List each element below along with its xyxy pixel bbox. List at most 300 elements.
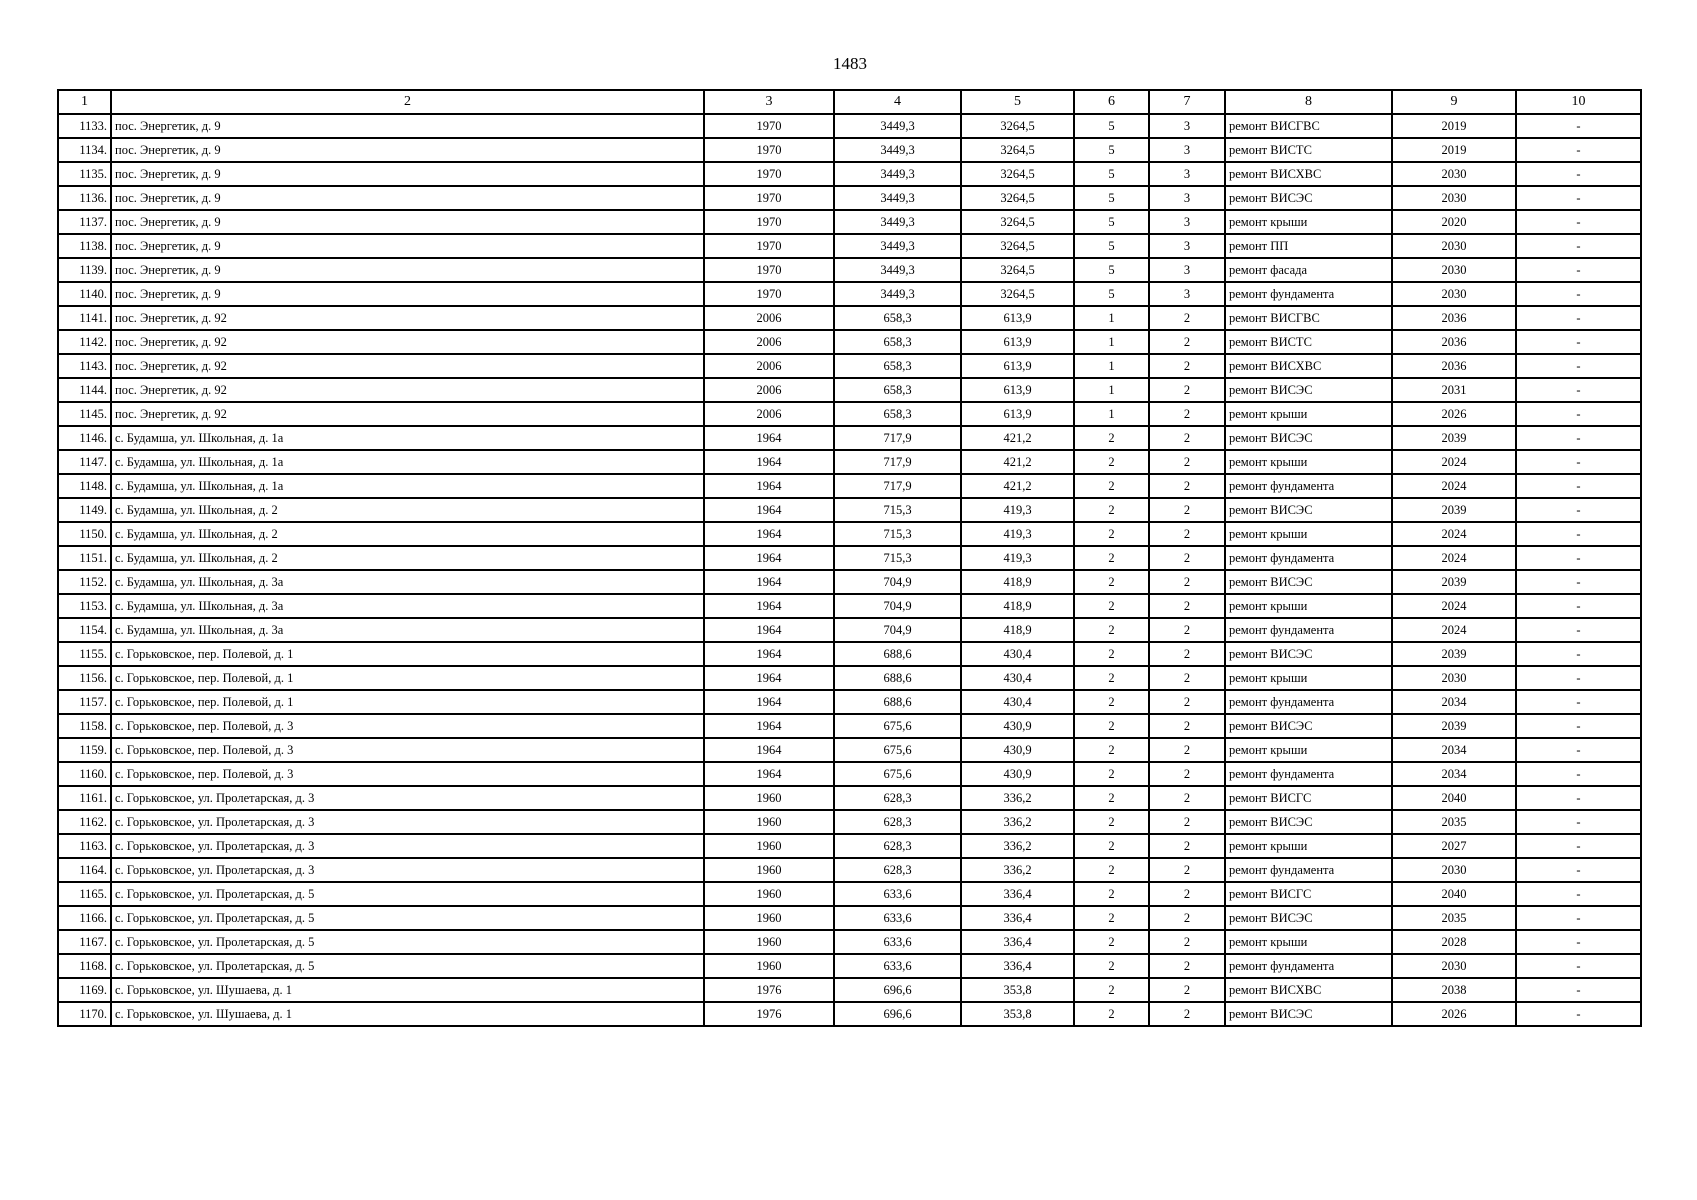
column-header: 1 [58,90,111,114]
table-row [58,666,1641,690]
row-number-cell: 1169. [58,978,111,1002]
row-number-cell: 1153. [58,594,111,618]
work-type-cell: ремонт ВИСЭС [1225,570,1392,594]
entrances-cell: 2 [1149,666,1225,690]
planned-year-cell: 2026 [1392,1002,1516,1026]
table-row [58,402,1641,426]
row-number-cell: 1170. [58,1002,111,1026]
note-cell: - [1516,162,1641,186]
row-number-cell: 1166. [58,906,111,930]
total-area-cell: 658,3 [834,306,961,330]
work-type-cell: ремонт ВИСГС [1225,786,1392,810]
floors-cell: 2 [1074,714,1149,738]
living-area-cell: 3264,5 [961,138,1074,162]
planned-year-cell: 2030 [1392,186,1516,210]
total-area-cell: 715,3 [834,522,961,546]
entrances-cell: 2 [1149,378,1225,402]
work-type-cell: ремонт фундамента [1225,762,1392,786]
living-area-cell: 421,2 [961,450,1074,474]
row-number-cell: 1144. [58,378,111,402]
table-row [58,354,1641,378]
table-row [58,954,1641,978]
address-cell: с. Горьковское, пер. Полевой, д. 1 [111,690,704,714]
note-cell: - [1516,522,1641,546]
living-area-cell: 613,9 [961,330,1074,354]
table-row [58,474,1641,498]
page-number: 1483 [833,54,867,73]
work-type-cell: ремонт ПП [1225,234,1392,258]
note-cell: - [1516,618,1641,642]
floors-cell: 5 [1074,258,1149,282]
row-number-cell: 1138. [58,234,111,258]
floors-cell: 5 [1074,114,1149,138]
entrances-cell: 3 [1149,114,1225,138]
entrances-cell: 2 [1149,306,1225,330]
address-cell: с. Горьковское, ул. Шушаева, д. 1 [111,978,704,1002]
planned-year-cell: 2034 [1392,690,1516,714]
entrances-cell: 2 [1149,522,1225,546]
address-cell: с. Горьковское, ул. Шушаева, д. 1 [111,1002,704,1026]
planned-year-cell: 2030 [1392,162,1516,186]
work-type-cell: ремонт крыши [1225,402,1392,426]
entrances-cell: 2 [1149,930,1225,954]
row-number-cell: 1140. [58,282,111,306]
year-cell: 1976 [704,1002,834,1026]
living-area-cell: 353,8 [961,1002,1074,1026]
table-row [58,114,1641,138]
work-type-cell: ремонт ВИСХВС [1225,354,1392,378]
address-cell: с. Горьковское, ул. Пролетарская, д. 5 [111,930,704,954]
floors-cell: 1 [1074,378,1149,402]
address-cell: пос. Энергетик, д. 92 [111,402,704,426]
year-cell: 1964 [704,642,834,666]
total-area-cell: 3449,3 [834,282,961,306]
planned-year-cell: 2039 [1392,642,1516,666]
total-area-cell: 3449,3 [834,258,961,282]
total-area-cell: 688,6 [834,666,961,690]
entrances-cell: 2 [1149,570,1225,594]
entrances-cell: 2 [1149,906,1225,930]
year-cell: 2006 [704,354,834,378]
row-number-cell: 1160. [58,762,111,786]
table-row [58,162,1641,186]
total-area-cell: 3449,3 [834,138,961,162]
total-area-cell: 628,3 [834,810,961,834]
planned-year-cell: 2030 [1392,234,1516,258]
planned-year-cell: 2038 [1392,978,1516,1002]
row-number-cell: 1141. [58,306,111,330]
total-area-cell: 696,6 [834,1002,961,1026]
note-cell: - [1516,378,1641,402]
address-cell: с. Будамша, ул. Школьная, д. 1а [111,426,704,450]
total-area-cell: 658,3 [834,354,961,378]
floors-cell: 5 [1074,162,1149,186]
entrances-cell: 2 [1149,786,1225,810]
work-type-cell: ремонт ВИСГВС [1225,306,1392,330]
floors-cell: 2 [1074,666,1149,690]
work-type-cell: ремонт ВИСХВС [1225,978,1392,1002]
living-area-cell: 3264,5 [961,114,1074,138]
note-cell: - [1516,282,1641,306]
planned-year-cell: 2039 [1392,714,1516,738]
work-type-cell: ремонт ВИСЭС [1225,906,1392,930]
year-cell: 1970 [704,138,834,162]
total-area-cell: 633,6 [834,882,961,906]
row-number-cell: 1134. [58,138,111,162]
planned-year-cell: 2036 [1392,330,1516,354]
living-area-cell: 336,2 [961,786,1074,810]
entrances-cell: 3 [1149,282,1225,306]
year-cell: 1970 [704,234,834,258]
address-cell: пос. Энергетик, д. 9 [111,162,704,186]
planned-year-cell: 2036 [1392,306,1516,330]
table-row [58,834,1641,858]
address-cell: пос. Энергетик, д. 9 [111,258,704,282]
row-number-cell: 1150. [58,522,111,546]
row-number-cell: 1156. [58,666,111,690]
work-type-cell: ремонт крыши [1225,450,1392,474]
table-row [58,522,1641,546]
note-cell: - [1516,474,1641,498]
address-cell: с. Будамша, ул. Школьная, д. 1а [111,450,704,474]
year-cell: 1970 [704,162,834,186]
address-cell: пос. Энергетик, д. 9 [111,282,704,306]
work-type-cell: ремонт ВИСЭС [1225,642,1392,666]
living-area-cell: 336,4 [961,930,1074,954]
work-type-cell: ремонт фундамента [1225,618,1392,642]
note-cell: - [1516,930,1641,954]
year-cell: 1976 [704,978,834,1002]
address-cell: с. Горьковское, пер. Полевой, д. 3 [111,762,704,786]
total-area-cell: 658,3 [834,402,961,426]
living-area-cell: 430,9 [961,762,1074,786]
living-area-cell: 418,9 [961,618,1074,642]
floors-cell: 1 [1074,402,1149,426]
table-row [58,762,1641,786]
year-cell: 1960 [704,786,834,810]
address-cell: с. Горьковское, ул. Пролетарская, д. 5 [111,882,704,906]
year-cell: 1964 [704,570,834,594]
note-cell: - [1516,234,1641,258]
work-type-cell: ремонт ВИСЭС [1225,498,1392,522]
entrances-cell: 3 [1149,162,1225,186]
year-cell: 1970 [704,114,834,138]
floors-cell: 1 [1074,330,1149,354]
floors-cell: 2 [1074,858,1149,882]
table-row [58,618,1641,642]
note-cell: - [1516,954,1641,978]
living-area-cell: 421,2 [961,426,1074,450]
row-number-cell: 1165. [58,882,111,906]
table-row [58,450,1641,474]
living-area-cell: 430,9 [961,714,1074,738]
floors-cell: 2 [1074,786,1149,810]
floors-cell: 5 [1074,210,1149,234]
address-cell: с. Горьковское, ул. Пролетарская, д. 3 [111,858,704,882]
total-area-cell: 675,6 [834,738,961,762]
planned-year-cell: 2024 [1392,474,1516,498]
living-area-cell: 613,9 [961,402,1074,426]
row-number-cell: 1151. [58,546,111,570]
planned-year-cell: 2024 [1392,618,1516,642]
row-number-cell: 1158. [58,714,111,738]
living-area-cell: 613,9 [961,378,1074,402]
entrances-cell: 2 [1149,762,1225,786]
table-row [58,906,1641,930]
planned-year-cell: 2024 [1392,522,1516,546]
entrances-cell: 2 [1149,834,1225,858]
address-cell: с. Горьковское, ул. Пролетарская, д. 3 [111,834,704,858]
note-cell: - [1516,690,1641,714]
total-area-cell: 704,9 [834,570,961,594]
table-row [58,546,1641,570]
floors-cell: 2 [1074,618,1149,642]
row-number-cell: 1155. [58,642,111,666]
work-type-cell: ремонт ВИСЭС [1225,426,1392,450]
entrances-cell: 2 [1149,738,1225,762]
work-type-cell: ремонт фундамента [1225,954,1392,978]
work-type-cell: ремонт ВИСТС [1225,138,1392,162]
living-area-cell: 353,8 [961,978,1074,1002]
planned-year-cell: 2036 [1392,354,1516,378]
total-area-cell: 675,6 [834,714,961,738]
entrances-cell: 2 [1149,1002,1225,1026]
work-type-cell: ремонт ВИСЭС [1225,714,1392,738]
note-cell: - [1516,498,1641,522]
note-cell: - [1516,786,1641,810]
total-area-cell: 3449,3 [834,234,961,258]
floors-cell: 2 [1074,834,1149,858]
address-cell: с. Будамша, ул. Школьная, д. 3а [111,594,704,618]
total-area-cell: 633,6 [834,930,961,954]
living-area-cell: 336,2 [961,834,1074,858]
table-row [58,330,1641,354]
note-cell: - [1516,642,1641,666]
floors-cell: 2 [1074,570,1149,594]
table-row [58,882,1641,906]
total-area-cell: 675,6 [834,762,961,786]
living-area-cell: 3264,5 [961,282,1074,306]
entrances-cell: 3 [1149,258,1225,282]
table-row [58,234,1641,258]
entrances-cell: 2 [1149,450,1225,474]
floors-cell: 2 [1074,450,1149,474]
living-area-cell: 419,3 [961,546,1074,570]
planned-year-cell: 2020 [1392,210,1516,234]
address-cell: с. Будамша, ул. Школьная, д. 2 [111,546,704,570]
total-area-cell: 688,6 [834,642,961,666]
planned-year-cell: 2039 [1392,570,1516,594]
year-cell: 1960 [704,954,834,978]
table-row [58,810,1641,834]
address-cell: с. Будамша, ул. Школьная, д. 3а [111,570,704,594]
table-row [58,858,1641,882]
entrances-cell: 2 [1149,546,1225,570]
floors-cell: 5 [1074,138,1149,162]
planned-year-cell: 2034 [1392,738,1516,762]
living-area-cell: 430,9 [961,738,1074,762]
address-cell: пос. Энергетик, д. 9 [111,186,704,210]
planned-year-cell: 2035 [1392,906,1516,930]
work-type-cell: ремонт ВИСЭС [1225,378,1392,402]
entrances-cell: 2 [1149,498,1225,522]
living-area-cell: 336,4 [961,906,1074,930]
address-cell: пос. Энергетик, д. 9 [111,234,704,258]
note-cell: - [1516,714,1641,738]
total-area-cell: 658,3 [834,378,961,402]
living-area-cell: 336,4 [961,954,1074,978]
floors-cell: 2 [1074,738,1149,762]
planned-year-cell: 2027 [1392,834,1516,858]
work-type-cell: ремонт крыши [1225,210,1392,234]
note-cell: - [1516,570,1641,594]
entrances-cell: 2 [1149,690,1225,714]
living-area-cell: 419,3 [961,522,1074,546]
living-area-cell: 613,9 [961,354,1074,378]
note-cell: - [1516,666,1641,690]
living-area-cell: 336,4 [961,882,1074,906]
planned-year-cell: 2039 [1392,498,1516,522]
floors-cell: 2 [1074,762,1149,786]
year-cell: 1960 [704,858,834,882]
data-table [57,89,1642,1027]
row-number-cell: 1133. [58,114,111,138]
table-row [58,594,1641,618]
row-number-cell: 1148. [58,474,111,498]
total-area-cell: 658,3 [834,330,961,354]
entrances-cell: 2 [1149,618,1225,642]
floors-cell: 5 [1074,234,1149,258]
year-cell: 1970 [704,282,834,306]
planned-year-cell: 2030 [1392,282,1516,306]
floors-cell: 5 [1074,282,1149,306]
year-cell: 2006 [704,306,834,330]
floors-cell: 2 [1074,594,1149,618]
address-cell: с. Горьковское, ул. Пролетарская, д. 5 [111,954,704,978]
address-cell: с. Горьковское, ул. Пролетарская, д. 5 [111,906,704,930]
entrances-cell: 2 [1149,882,1225,906]
total-area-cell: 628,3 [834,834,961,858]
table-row [58,210,1641,234]
year-cell: 1964 [704,546,834,570]
work-type-cell: ремонт фундамента [1225,474,1392,498]
address-cell: с. Горьковское, пер. Полевой, д. 1 [111,642,704,666]
table-row [58,930,1641,954]
floors-cell: 2 [1074,930,1149,954]
entrances-cell: 3 [1149,186,1225,210]
entrances-cell: 2 [1149,858,1225,882]
row-number-cell: 1152. [58,570,111,594]
row-number-cell: 1139. [58,258,111,282]
work-type-cell: ремонт крыши [1225,738,1392,762]
table-row [58,738,1641,762]
planned-year-cell: 2019 [1392,138,1516,162]
row-number-cell: 1162. [58,810,111,834]
work-type-cell: ремонт крыши [1225,930,1392,954]
total-area-cell: 3449,3 [834,186,961,210]
work-type-cell: ремонт ВИСЭС [1225,186,1392,210]
address-cell: пос. Энергетик, д. 92 [111,330,704,354]
entrances-cell: 2 [1149,402,1225,426]
entrances-cell: 2 [1149,330,1225,354]
row-number-cell: 1161. [58,786,111,810]
note-cell: - [1516,186,1641,210]
address-cell: с. Будамша, ул. Школьная, д. 1а [111,474,704,498]
total-area-cell: 3449,3 [834,210,961,234]
work-type-cell: ремонт крыши [1225,834,1392,858]
planned-year-cell: 2035 [1392,810,1516,834]
planned-year-cell: 2024 [1392,546,1516,570]
floors-cell: 5 [1074,186,1149,210]
total-area-cell: 717,9 [834,474,961,498]
table-row [58,570,1641,594]
address-cell: с. Будамша, ул. Школьная, д. 3а [111,618,704,642]
living-area-cell: 418,9 [961,594,1074,618]
table-row [58,690,1641,714]
living-area-cell: 3264,5 [961,258,1074,282]
planned-year-cell: 2026 [1392,402,1516,426]
entrances-cell: 2 [1149,474,1225,498]
column-header: 5 [961,90,1074,114]
table-row [58,282,1641,306]
total-area-cell: 628,3 [834,858,961,882]
floors-cell: 2 [1074,426,1149,450]
total-area-cell: 3449,3 [834,162,961,186]
address-cell: пос. Энергетик, д. 92 [111,354,704,378]
note-cell: - [1516,1002,1641,1026]
note-cell: - [1516,594,1641,618]
row-number-cell: 1157. [58,690,111,714]
year-cell: 1970 [704,186,834,210]
note-cell: - [1516,450,1641,474]
floors-cell: 2 [1074,978,1149,1002]
table-row [58,378,1641,402]
total-area-cell: 633,6 [834,906,961,930]
total-area-cell: 688,6 [834,690,961,714]
planned-year-cell: 2019 [1392,114,1516,138]
planned-year-cell: 2024 [1392,450,1516,474]
row-number-cell: 1167. [58,930,111,954]
total-area-cell: 704,9 [834,618,961,642]
work-type-cell: ремонт крыши [1225,594,1392,618]
living-area-cell: 3264,5 [961,234,1074,258]
year-cell: 1964 [704,426,834,450]
total-area-cell: 715,3 [834,546,961,570]
note-cell: - [1516,762,1641,786]
row-number-cell: 1147. [58,450,111,474]
row-number-cell: 1164. [58,858,111,882]
address-cell: с. Горьковское, пер. Полевой, д. 3 [111,738,704,762]
table-row [58,978,1641,1002]
header-row [58,90,1641,114]
row-number-cell: 1154. [58,618,111,642]
entrances-cell: 2 [1149,810,1225,834]
year-cell: 1964 [704,618,834,642]
work-type-cell: ремонт крыши [1225,666,1392,690]
year-cell: 1964 [704,714,834,738]
living-area-cell: 3264,5 [961,186,1074,210]
living-area-cell: 430,4 [961,642,1074,666]
row-number-cell: 1163. [58,834,111,858]
table-row [58,186,1641,210]
note-cell: - [1516,354,1641,378]
planned-year-cell: 2040 [1392,882,1516,906]
year-cell: 1964 [704,498,834,522]
note-cell: - [1516,330,1641,354]
year-cell: 1960 [704,834,834,858]
work-type-cell: ремонт фасада [1225,258,1392,282]
floors-cell: 2 [1074,906,1149,930]
